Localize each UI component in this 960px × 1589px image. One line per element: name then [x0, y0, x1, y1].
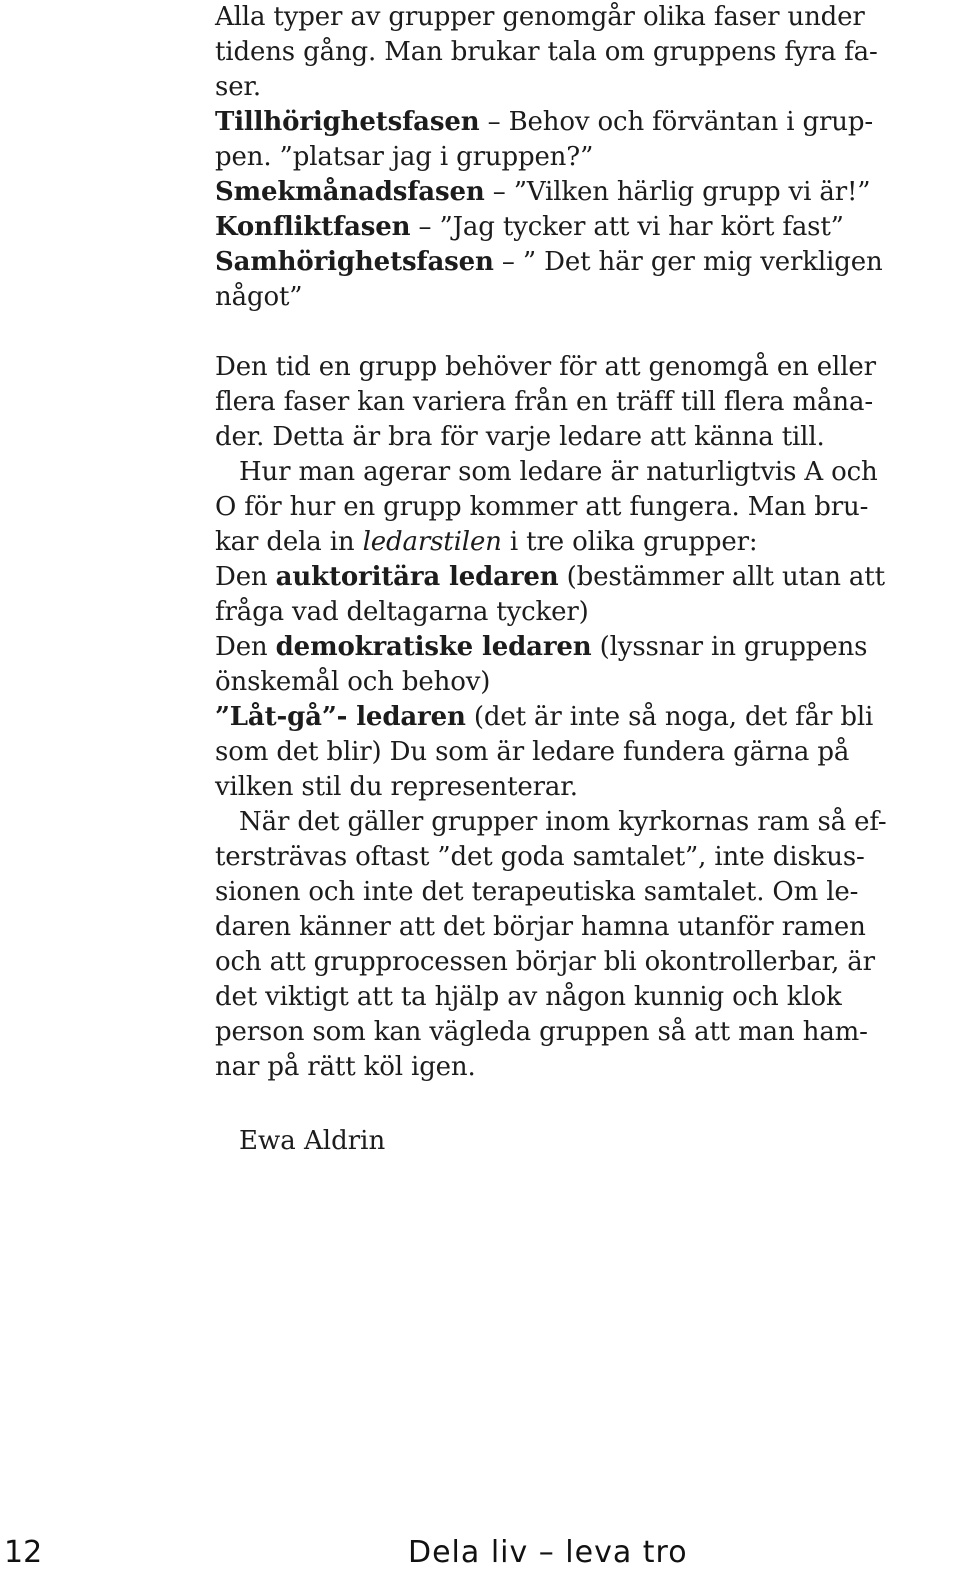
author-signature: Ewa Aldrin [239, 1126, 386, 1156]
text-before-emphasis: kar dela in [215, 527, 363, 557]
publication-title: Dela liv – leva tro [408, 1535, 688, 1570]
text-line: som det blir) Du som är ledare fundera gärna på [215, 737, 850, 767]
text-line: vilken stil du representerar. [215, 772, 578, 802]
phase-name: Smekmånadsfasen [215, 177, 485, 207]
phase-description: – ” Det här ger mig verkligen [493, 247, 883, 277]
text-line: daren känner att det börjar hamna utanför ramen [215, 912, 866, 942]
text-before-emphasis: Den [215, 562, 276, 592]
text-line [215, 525, 950, 560]
paragraph-gap [215, 315, 950, 350]
leadership-style-term: ledarstilen [362, 527, 502, 557]
text-line: person som kan vägleda gruppen så att man ham- [215, 1017, 868, 1047]
text-line: något” [215, 282, 303, 312]
text-line: der. Detta är bra för varje ledare att känna till. [215, 422, 825, 452]
article-body [215, 0, 950, 1085]
phase-description: – ”Jag tycker att vi har kört fast” [410, 212, 844, 242]
text-line: Den tid en grupp behöver för att genomgå en eller [215, 352, 876, 382]
leadership-style-description: (bestämmer allt utan att [558, 562, 885, 592]
group-phase-line [215, 245, 950, 280]
text-line: O för hur en grupp kommer att fungera. Man bru- [215, 492, 869, 522]
phase-description: – ”Vilken härlig grupp vi är!” [484, 177, 871, 207]
leadership-style-name: ”Låt-gå”- ledaren [215, 702, 466, 732]
leadership-style-description: (det är inte så noga, det får bli [465, 702, 874, 732]
phase-description: – Behov och förväntan i grup- [479, 107, 874, 137]
text-line: tidens gång. Man brukar tala om gruppens fyra fa- [215, 37, 878, 67]
text-after-emphasis: i tre olika grupper: [501, 527, 758, 557]
page-footer [0, 1533, 960, 1573]
text-line: tersträvas oftast ”det goda samtalet”, inte diskus- [215, 842, 865, 872]
leadership-style-description: (lyssnar in gruppens [591, 632, 868, 662]
leadership-style-line [215, 560, 950, 595]
phase-name: Tillhörighetsfasen [215, 107, 480, 137]
text-line: ser. [215, 72, 261, 102]
text-line: pen. ”platsar jag i gruppen?” [215, 142, 594, 172]
text-line: Alla typer av grupper genomgår olika faser under [215, 2, 865, 32]
group-phase-line [215, 210, 950, 245]
text-line: fråga vad deltagarna tycker) [215, 597, 589, 627]
text-line: önskemål och behov) [215, 667, 491, 697]
text-line: Hur man agerar som ledare är naturligtvis A och [239, 457, 878, 487]
leadership-style-line [215, 630, 950, 665]
text-line: När det gäller grupper inom kyrkornas ram så ef- [239, 807, 887, 837]
phase-name: Konfliktfasen [215, 212, 411, 242]
text-line: sionen och inte det terapeutiska samtalet. Om le- [215, 877, 859, 907]
text-line: flera faser kan variera från en träff till flera måna- [215, 387, 873, 417]
text-line: nar på rätt köl igen. [215, 1052, 476, 1082]
phase-name: Samhörighetsfasen [215, 247, 494, 277]
text-before-emphasis: Den [215, 632, 276, 662]
text-line: och att grupprocessen börjar bli okontrollerbar, är [215, 947, 875, 977]
leadership-style-name: auktoritära ledaren [275, 562, 559, 592]
group-phase-line [215, 175, 950, 210]
text-line: det viktigt att ta hjälp av någon kunnig och klok [215, 982, 842, 1012]
leadership-style-name: demokratiske ledaren [275, 632, 592, 662]
leadership-style-line [215, 700, 950, 735]
page-number: 12 [4, 1535, 43, 1570]
group-phase-line [215, 105, 950, 140]
